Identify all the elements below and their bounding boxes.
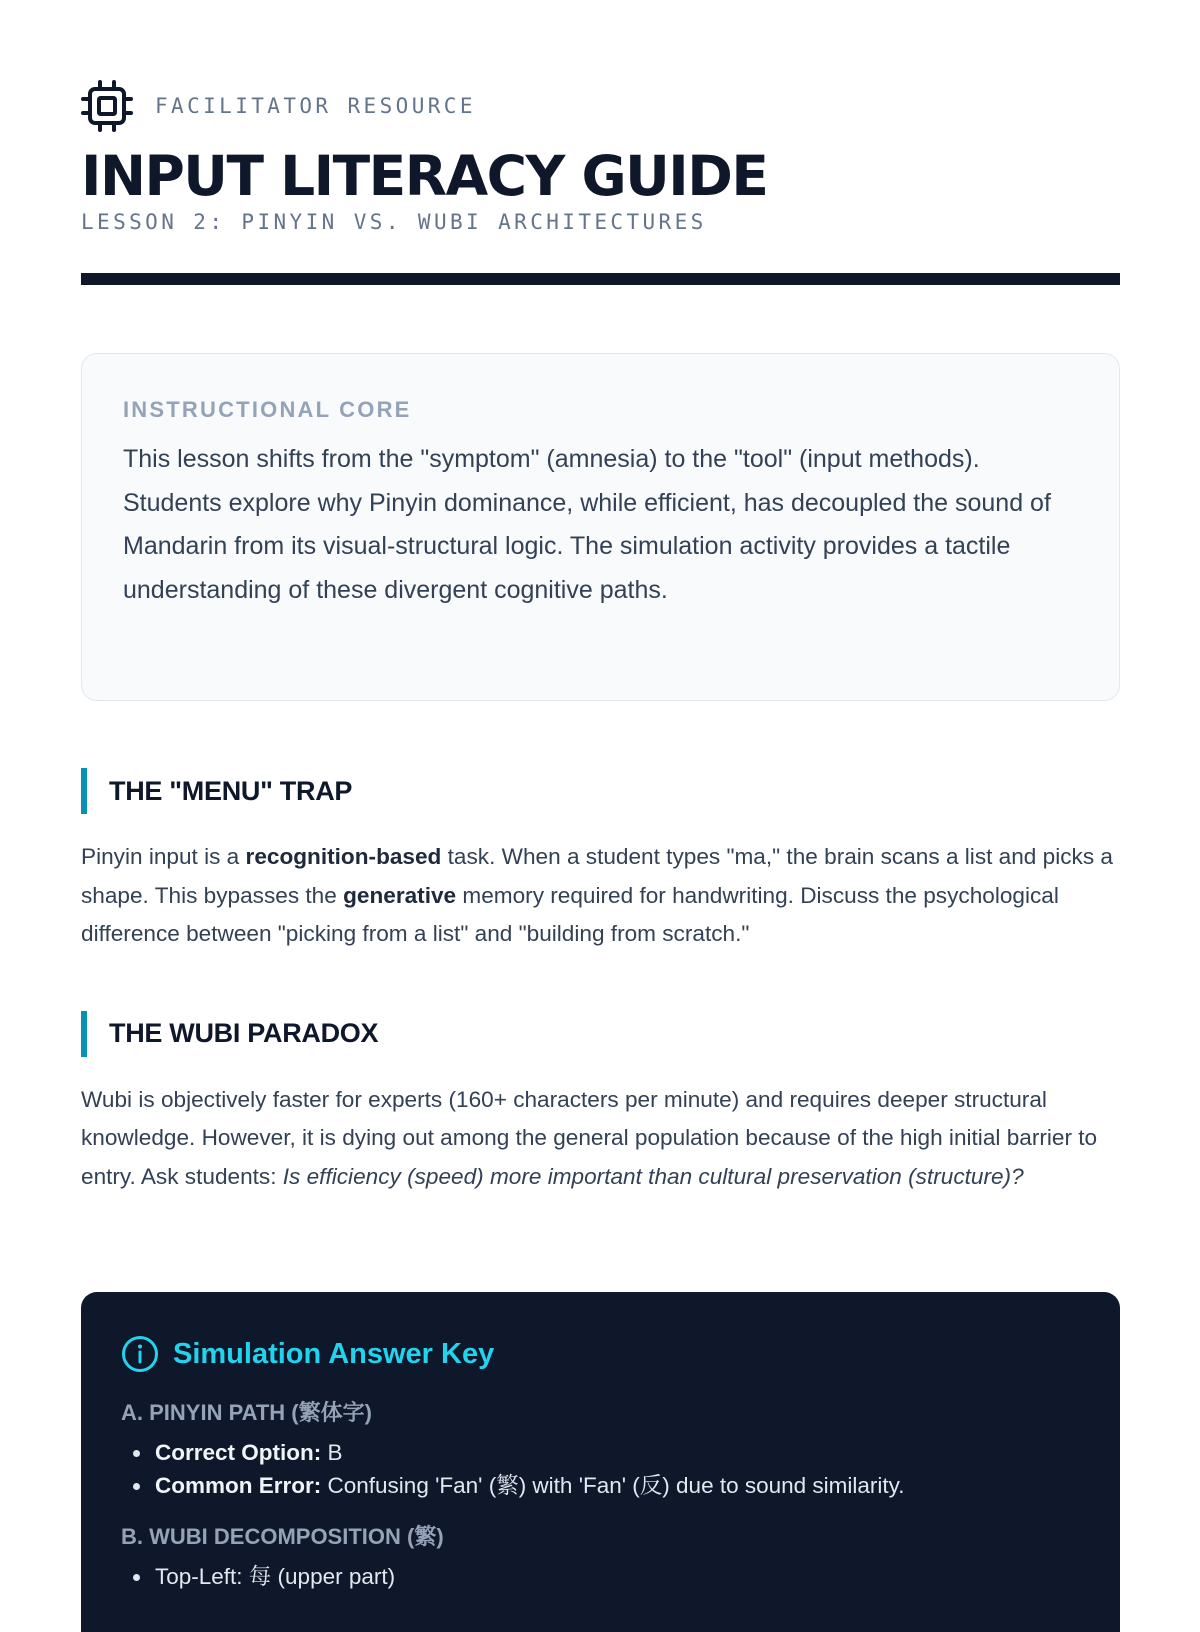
text-run: task. When a student types "ma," the brain scans a list and picks a shape. This bypasses the [81, 844, 1113, 908]
list-item [153, 1469, 1080, 1502]
section-body [81, 838, 1120, 954]
answer-key-card [81, 1292, 1120, 1632]
answer-key-title: Simulation Answer Key [173, 1337, 495, 1370]
eyebrow-label: FACILITATOR RESOURCE [155, 94, 476, 118]
discussion-question: Is efficiency (speed) more important than cultural preservation (structure)? [282, 1163, 1024, 1189]
instructional-core-card [81, 353, 1120, 701]
section-title: THE "MENU" TRAP [109, 775, 353, 806]
text-run: Pinyin input is a [81, 844, 246, 869]
core-label: INSTRUCTIONAL CORE [123, 397, 412, 422]
answer-section-a: A. PINYIN PATH (繁体字) [121, 1400, 372, 1425]
item-value: B [321, 1440, 343, 1465]
item-value: Top-Left: 每 (upper part) [155, 1564, 396, 1589]
item-value: Confusing 'Fan' (繁) with 'Fan' (反) due to sound similarity. [321, 1473, 905, 1498]
answer-list-b [121, 1560, 1080, 1593]
item-label: Common Error: [155, 1473, 322, 1498]
core-text: This lesson shifts from the "symptom" (amnesia) to the "tool" (input methods). Students explore why Pinyin dominance, while efficient, has decoupled the sound of Mandarin from its visual-structural logic. The simulation activity provides a tactile understanding of these divergent cognitive paths. [123, 445, 1051, 604]
info-icon [121, 1335, 159, 1373]
header-divider [81, 273, 1120, 285]
section-wubi-paradox [81, 1011, 1120, 1197]
content [81, 80, 1120, 1589]
list-item [153, 1436, 1080, 1469]
text-run: Wubi is objectively faster for experts (160+ characters per minute) and requires deeper structural knowledge. However, it is dying out among the general population because of the high initial barrier to entry. Ask students: [81, 1086, 1098, 1189]
page-title: INPUT LITERACY GUIDE [81, 144, 768, 208]
section-menu-trap [81, 768, 1120, 954]
chip-icon [81, 80, 133, 132]
section-heading [81, 1011, 1120, 1057]
answer-key-heading [121, 1332, 1080, 1376]
section-heading [81, 768, 1120, 814]
list-item [153, 1560, 1080, 1593]
bold-term: recognition-based [245, 844, 442, 869]
page-subtitle: LESSON 2: PINYIN VS. WUBI ARCHITECTURES [81, 210, 707, 234]
section-body [81, 1081, 1120, 1197]
answer-section-b: B. WUBI DECOMPOSITION (繁) [121, 1524, 444, 1549]
item-label: Correct Option: [155, 1440, 322, 1465]
bold-term: generative [343, 882, 457, 908]
section-title: THE WUBI PARADOX [109, 1018, 379, 1048]
text-run: memory required for handwriting. Discuss the psychological difference between "picking from a list" and "building from scratch." [81, 882, 1059, 946]
eyebrow-row [81, 80, 1120, 132]
answer-list-a [121, 1436, 1080, 1502]
